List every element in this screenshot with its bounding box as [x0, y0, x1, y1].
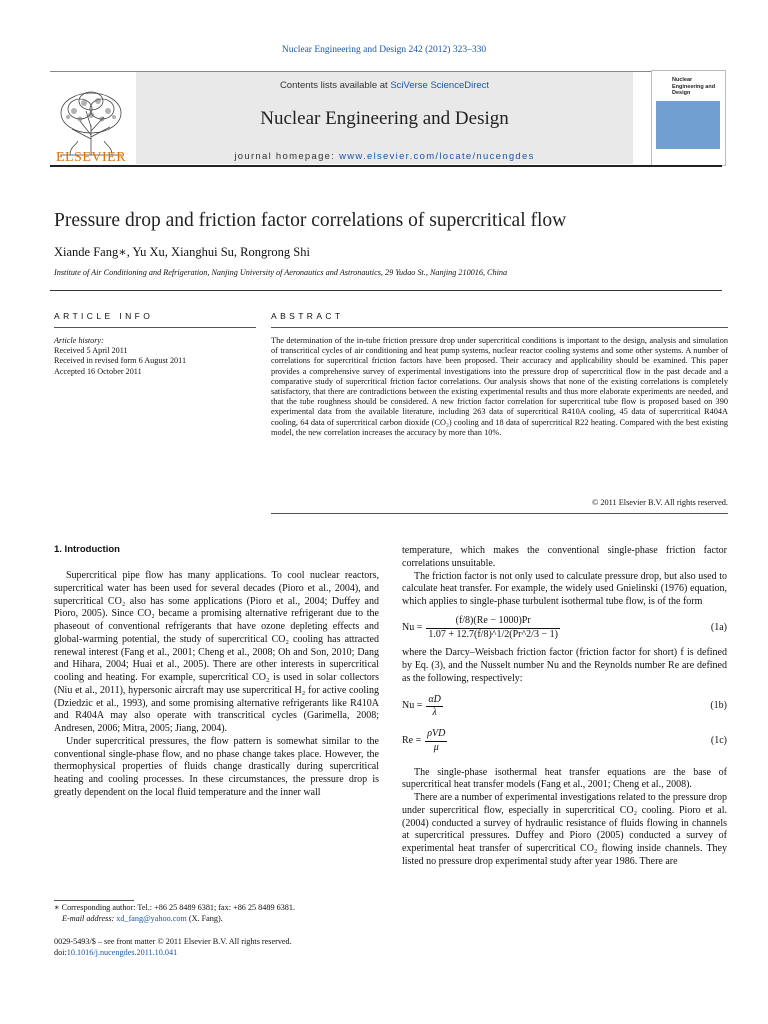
article-history: [54, 336, 186, 377]
abstract-rule-bottom: [271, 513, 728, 514]
section-rule: [50, 290, 722, 291]
eq1b-numerator: αD: [426, 694, 442, 708]
eq1a-numerator: (f/8)(Re − 1000)Pr: [426, 615, 560, 629]
email-label: E-mail address:: [62, 913, 117, 923]
equation-1b: [402, 694, 727, 721]
intro-paragraph-2: Under supercritical pressures, the flow pattern is somewhat similar to the conventional single-phase flow, and no phase change takes place. However, the thermophysical properties of fluids change drastically during supercritical heating and cooling processes. In these circumstances, the pressure drop is greatly dependent on the local fluid temperature and the inner wall: [54, 735, 379, 798]
accepted-date: Accepted 16 October 2011: [54, 366, 142, 376]
contents-prefix: Contents lists available at: [279, 80, 391, 91]
homepage-link[interactable]: www.elsevier.com/locate/nucengdes: [339, 151, 535, 162]
doi-label: doi:: [54, 947, 67, 957]
eq1c-denominator: μ: [433, 741, 439, 753]
author-affiliation: Institute of Air Conditioning and Refrigeration, Nanjing University of Aeronautics and Astronautics, 29 Yudao St., Nanjing 210016, China: [54, 268, 508, 277]
revised-date: Received in revised form 6 August 2011: [54, 356, 187, 366]
eq1c-lhs: Re =: [402, 734, 422, 746]
abstract-heading: ABSTRACT: [271, 311, 344, 321]
section-heading-introduction: 1. Introduction: [54, 544, 120, 555]
contents-available: [136, 80, 633, 91]
corresponding-author: ∗ Corresponding author: Tel.: +86 25 8489 6381; fax: +86 25 8489 6381.: [54, 903, 296, 912]
intro-paragraph-5: where the Darcy–Weisbach friction factor (friction factor for short) f is defined by Eq. (3), and the Nusselt number Nu and the Reynolds number Re are defined as the following, respectively:: [402, 647, 727, 684]
footnote: [54, 903, 295, 924]
history-label: Article history:: [54, 336, 104, 345]
intro-paragraph-6: The single-phase isothermal heat transfer equations are the base of supercritical heat transfer models (Fang et al., 2001; Cheng et al., 2008).: [402, 766, 727, 791]
email-link[interactable]: xd_fang@yahoo.com: [116, 913, 187, 923]
homepage-prefix: journal homepage:: [234, 151, 340, 162]
intro-paragraph-7: There are a number of experimental investigations related to the pressure drop under supercritical flow, especially in supercritical CO₂ cooling. Pioro et al. (2004) conducted a survey of hydraulic resistance of fluids flowing in channels at supercritical pressures. Duffey and Pioro (2005) conducted a survey of experimental heat transfer of supercritical CO₂ flowing inside channels. They listed no pressure drop experimental study after year 1986. There are: [402, 792, 727, 867]
article-authors: Xiande Fang∗, Yu Xu, Xianghui Su, Rongrong Shi: [54, 245, 310, 259]
article-info-heading: ARTICLE INFO: [54, 311, 154, 321]
equation-1a: [402, 615, 727, 642]
eq1a-fraction: [426, 615, 560, 642]
received-date: Received 5 April 2011: [54, 346, 128, 356]
footnote-rule: [54, 900, 134, 901]
eq1c-fraction: [425, 728, 447, 755]
sciencedirect-link[interactable]: SciVerse ScienceDirect: [390, 80, 490, 91]
doi-link[interactable]: 10.1016/j.nucengdes.2011.10.041: [66, 947, 178, 957]
cover-title: Nuclear Engineering and Design: [672, 77, 716, 96]
intro-paragraph-1: Supercritical pipe flow has many applications. To cool nuclear reactors, supercritical water has been used for several decades (Pioro et al., 2004), and supercritical CO₂ also has some applications (Pioro et al., 2004; Duffey and Pioro, 2005). Since CO₂ became a promising alternative refrigerant due to the phaseout of conventional refrigerants that have ozone depleting effects and global-warming potential, the study of supercritical CO₂ cooling has attracted renewal interest (Fang et al., 2001; Cheng et al., 2008; Oh and Son, 2010; Dang and Hihara, 2004; Huai et al., 2005). There are other interests in supercritical cooling and heating. For example, supercritical CO₂ is used in solar collectors (Niu et al., 2011), hypersonic aircraft may use supercritical H₂ for active cooling (Dziedzic et al., 1993), and some promising alternative refrigerants like R410A and R404A may also operate with transcritical cycles (Garimella, 2008; Andresen, 2006; Mitra, 2005; Jiang, 2004).: [54, 570, 379, 734]
elsevier-wordmark: ELSEVIER: [55, 150, 127, 165]
journal-cover-thumbnail: [651, 70, 726, 166]
eq1b-fraction: [426, 694, 442, 721]
intro-paragraph-4: The friction factor is not only used to calculate pressure drop, but also used to calculate heat transfer. For example, the widely used Gnielinski (1976) equation, which applies to single-phase turbulent isothermal tube flow, is of the form: [402, 570, 727, 607]
journal-homepage: [136, 151, 633, 162]
eq1c-label: (1c): [710, 734, 727, 746]
equation-1c: [402, 728, 727, 755]
article-title: Pressure drop and friction factor correlations of supercritical flow: [54, 210, 567, 231]
right-column: [402, 545, 727, 869]
journal-citation[interactable]: Nuclear Engineering and Design 242 (2012) 323–330: [281, 45, 487, 55]
article-info-rule: [54, 327, 256, 328]
abstract-text: The determination of the in-tube friction pressure drop under supercritical conditions is important to the design, analysis and simulation of transcritical cycles of air conditioning and heat pump systems, nuclear reactor cooling systems and some other systems. A number of correlations for supercritical friction factors have been proposed. Their accuracy and applicability should be examined. This paper provides a comprehensive survey of experimental investigations into the pressure drop of supercritical flow in the past decade and a comparative study of supercritical friction factor correlations. Our analysis shows that none of the existing correlations is completely satisfactory, that there are contradictions between the existing experimental results and thus more elaborate experiments are needed, and that the tube roughness should be considered. A new friction factor correlation for supercritical tube flow is proposed based on 390 experimental data from the available literature, including 263 data of supercritical R410A cooling, 45 data of supercritical R404A cooling, 64 data of supercritical carbon dioxide (CO₂) cooling and 18 data of supercritical R22 heating. Compared with the best existing model, the new correlation increases the accuracy by more than 10%.: [271, 336, 728, 437]
header-rule-bottom: [50, 165, 722, 167]
front-matter: [54, 937, 292, 958]
eq1a-lhs: Nu =: [402, 621, 423, 633]
eq1b-label: (1b): [710, 700, 727, 712]
email-suffix: (X. Fang).: [186, 913, 223, 923]
abstract-copyright: © 2011 Elsevier B.V. All rights reserved.: [591, 498, 728, 507]
cover-image-block: [656, 101, 720, 149]
left-column: [54, 570, 379, 800]
intro-paragraph-3: temperature, which makes the conventional single-phase friction factor correlations unsuitable.: [402, 545, 727, 569]
abstract-rule: [271, 327, 728, 328]
eq1b-denominator: λ: [432, 707, 437, 719]
eq1b-lhs: Nu =: [402, 700, 423, 712]
issn-line: 0029-5493/$ – see front matter © 2011 Elsevier B.V. All rights reserved.: [54, 937, 292, 946]
journal-name: Nuclear Engineering and Design: [260, 108, 509, 129]
eq1a-label: (1a): [710, 621, 727, 633]
eq1c-numerator: ρVD: [425, 728, 447, 742]
eq1a-denominator: 1.07 + 12.7(f/8)^1/2(Pr^2/3 − 1): [428, 628, 558, 640]
